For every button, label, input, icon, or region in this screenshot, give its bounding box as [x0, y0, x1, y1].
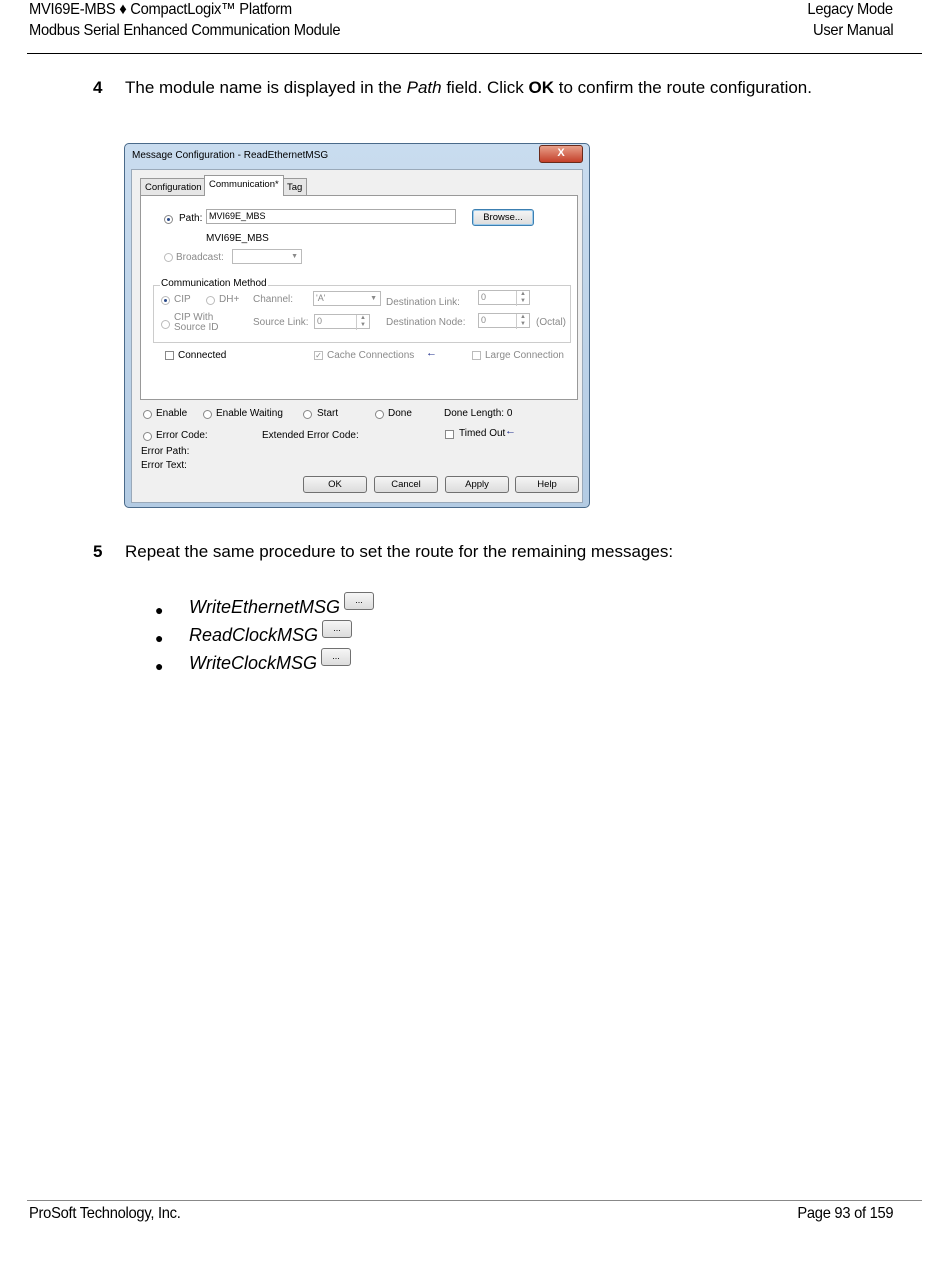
dhplus-label: DH+	[219, 294, 240, 305]
header-doc-type: User Manual	[812, 22, 893, 39]
broadcast-label: Broadcast:	[176, 252, 224, 263]
enable-label: Enable	[156, 408, 188, 419]
communication-panel	[140, 195, 578, 400]
dialog-body	[131, 169, 583, 503]
help-button[interactable]: Help	[515, 476, 579, 493]
path-input[interactable]: MVI69E_MBS	[206, 209, 456, 224]
enable-indicator	[143, 410, 152, 419]
done-label: Done	[388, 408, 412, 419]
source-link-label: Source Link:	[253, 317, 309, 328]
ok-button[interactable]: OK	[303, 476, 367, 493]
step-5-text: Repeat the same procedure to set the route for the remaining messages:	[125, 542, 674, 561]
path-radio[interactable]	[164, 215, 173, 224]
list-item: ● ReadClockMSG ...	[155, 618, 374, 646]
destination-node-input[interactable]: 0 ▲ ▼	[478, 313, 530, 328]
destination-link-input[interactable]: 0 ▲ ▼	[478, 290, 530, 305]
dhplus-radio[interactable]	[206, 296, 215, 305]
ellipsis-button[interactable]: ...	[322, 620, 352, 638]
start-indicator	[303, 410, 312, 419]
enable-waiting-indicator	[203, 410, 212, 419]
done-indicator	[375, 410, 384, 419]
apply-button[interactable]: Apply	[445, 476, 509, 493]
error-code-indicator	[143, 432, 152, 441]
path-resolved: MVI69E_MBS	[206, 233, 269, 244]
header-module: Modbus Serial Enhanced Communication Module	[29, 22, 341, 39]
cache-connections-label: Cache Connections	[327, 350, 415, 361]
cip-with-source-radio[interactable]	[161, 320, 170, 329]
close-button[interactable]: X	[539, 145, 583, 163]
octal-label: (Octal)	[536, 317, 566, 328]
step-4-number: 4	[93, 78, 103, 97]
cip-with-source-label: CIP With Source ID	[174, 312, 219, 333]
message-list	[155, 590, 374, 674]
error-path-label: Error Path:	[141, 446, 190, 457]
step-4-text: The module name is displayed in the Path field. Click OK to confirm the route configuration.	[125, 78, 812, 97]
connected-checkbox[interactable]	[165, 351, 174, 360]
dialog-title: Message Configuration - ReadEthernetMSG	[132, 150, 329, 161]
cache-connections-checkbox[interactable]: ✓	[315, 351, 322, 360]
header-mode: Legacy Mode	[807, 1, 893, 18]
source-link-input[interactable]: 0 ▲ ▼	[314, 314, 370, 329]
list-item: ● WriteEthernetMSG ...	[155, 590, 374, 618]
tab-tag[interactable]: Tag	[282, 178, 307, 196]
error-code-label: Error Code:	[156, 430, 208, 441]
header-product: MVI69E-MBS ♦ CompactLogix™ Platform	[29, 1, 292, 18]
destination-node-label: Destination Node:	[386, 317, 466, 328]
footer-rule	[27, 1200, 922, 1201]
timed-out-label: Timed Out	[459, 428, 506, 439]
ellipsis-button[interactable]: ...	[344, 592, 374, 610]
arrow-left-icon: ←	[505, 425, 516, 437]
arrow-left-icon: ←	[426, 347, 437, 359]
large-connection-label: Large Connection	[485, 350, 564, 361]
communication-method-label: Communication Method	[161, 278, 267, 289]
cip-radio[interactable]	[161, 296, 170, 305]
enable-waiting-label: Enable Waiting	[216, 408, 283, 419]
broadcast-select[interactable]: ▼	[232, 249, 302, 264]
cip-label: CIP	[174, 294, 191, 305]
destination-link-label: Destination Link:	[386, 297, 460, 308]
cancel-button[interactable]: Cancel	[374, 476, 438, 493]
large-connection-checkbox[interactable]	[472, 351, 481, 360]
done-length: Done Length: 0	[444, 408, 513, 419]
footer-company: ProSoft Technology, Inc.	[29, 1205, 181, 1222]
footer-page-number: Page 93 of 159	[797, 1205, 893, 1222]
message-configuration-dialog	[124, 143, 590, 508]
error-text-label: Error Text:	[141, 460, 187, 471]
broadcast-radio[interactable]	[164, 253, 173, 262]
tab-configuration[interactable]: Configuration	[140, 178, 207, 196]
tab-communication[interactable]: Communication*	[204, 175, 284, 196]
connected-label: Connected	[178, 350, 227, 361]
step-5-number: 5	[93, 542, 103, 561]
list-item: ● WriteClockMSG ...	[155, 646, 374, 674]
channel-select[interactable]: 'A' ▼	[313, 291, 381, 306]
header-rule	[27, 53, 922, 54]
extended-error-code-label: Extended Error Code:	[262, 430, 359, 441]
start-label: Start	[317, 408, 339, 419]
browse-button[interactable]: Browse...	[472, 209, 534, 226]
timed-out-checkbox	[445, 430, 454, 439]
channel-label: Channel:	[253, 294, 294, 305]
ellipsis-button[interactable]: ...	[321, 648, 351, 666]
path-label: Path:	[179, 213, 203, 224]
